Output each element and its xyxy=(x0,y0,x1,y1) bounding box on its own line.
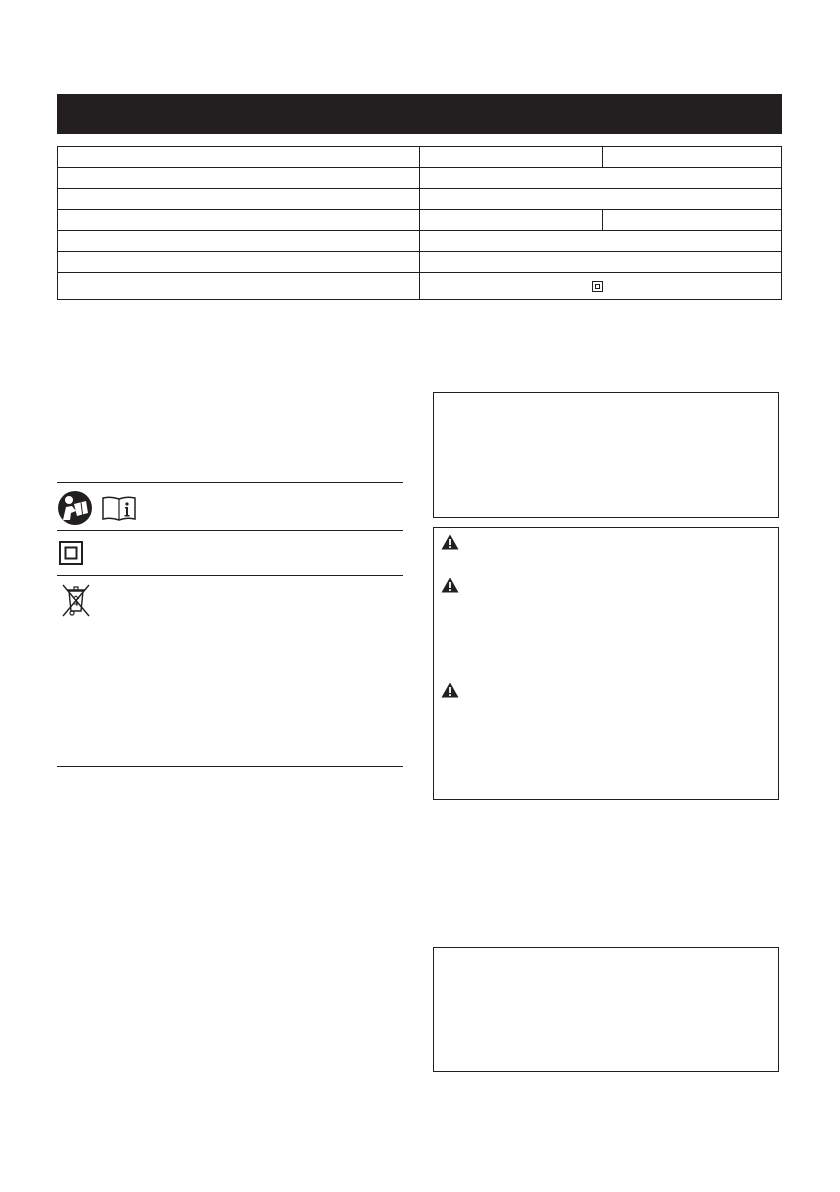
spec-value xyxy=(420,168,782,189)
spec-label xyxy=(58,252,420,273)
spec-label xyxy=(58,168,420,189)
symbol-row-weee xyxy=(57,576,403,766)
warning-triangle-icon xyxy=(441,577,459,593)
note-box xyxy=(433,947,779,1072)
spec-value xyxy=(603,147,782,168)
section-header-bar xyxy=(57,94,782,134)
spec-value xyxy=(420,231,782,252)
spec-label xyxy=(58,231,420,252)
spec-value xyxy=(420,210,603,231)
warning-triangle-icon xyxy=(441,682,459,698)
warning-triangle-icon xyxy=(441,534,459,550)
read-manual-icon xyxy=(57,490,93,526)
specifications-table xyxy=(57,146,782,300)
note-box xyxy=(433,392,779,518)
spec-label xyxy=(58,147,420,168)
symbol-row-class-ii xyxy=(57,531,403,575)
spec-value xyxy=(603,210,782,231)
table-row xyxy=(58,210,782,231)
class-ii-double-insulation-icon xyxy=(592,281,603,292)
spec-label xyxy=(58,210,420,231)
spec-value xyxy=(420,252,782,273)
crossed-out-wheelie-bin-icon xyxy=(60,582,92,618)
class-ii-double-insulation-icon xyxy=(59,541,83,565)
table-row xyxy=(58,231,782,252)
table-row xyxy=(58,273,782,300)
spec-label xyxy=(58,273,420,300)
table-row xyxy=(58,147,782,168)
spec-value xyxy=(420,147,603,168)
table-row xyxy=(58,168,782,189)
symbol-row-read-manual xyxy=(57,483,403,530)
symbols-divider xyxy=(57,766,403,767)
table-row xyxy=(58,189,782,210)
spec-label xyxy=(58,189,420,210)
spec-value xyxy=(420,189,782,210)
table-row xyxy=(58,252,782,273)
spec-value-cell xyxy=(420,273,782,300)
warnings-box xyxy=(433,527,779,800)
information-book-icon xyxy=(101,495,137,521)
section-title xyxy=(57,105,67,122)
